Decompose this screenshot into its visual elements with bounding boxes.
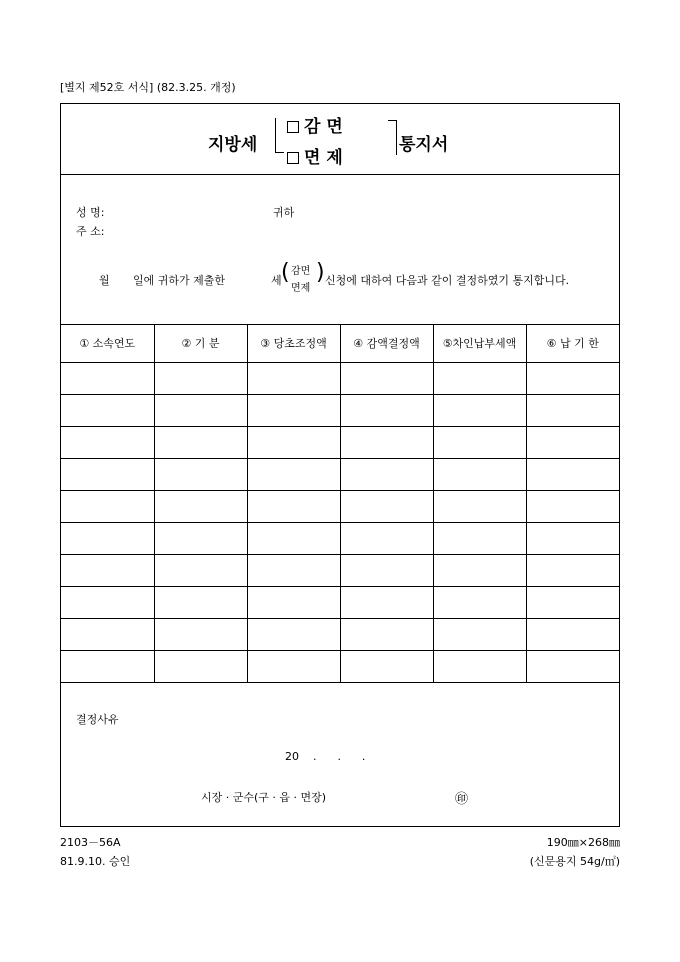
table-cell bbox=[247, 555, 340, 587]
table-cell bbox=[154, 619, 247, 651]
recipient-section bbox=[61, 174, 619, 325]
table-cell bbox=[433, 427, 526, 459]
table-cell bbox=[154, 651, 247, 683]
table-cell bbox=[247, 427, 340, 459]
table-cell bbox=[61, 459, 154, 491]
table-cell bbox=[154, 459, 247, 491]
table-cell bbox=[526, 523, 619, 555]
table-row bbox=[61, 555, 619, 587]
table-cell bbox=[340, 523, 433, 555]
statement-month: 월 bbox=[99, 274, 110, 287]
table-cell bbox=[340, 427, 433, 459]
title-prefix: 지방세 bbox=[208, 135, 258, 155]
paper-size: 190㎜×268㎜ bbox=[546, 836, 620, 849]
table-cell bbox=[340, 491, 433, 523]
table-cell bbox=[154, 555, 247, 587]
table-cell bbox=[154, 395, 247, 427]
table-cell bbox=[61, 555, 154, 587]
table-cell bbox=[154, 427, 247, 459]
right-paren: ) bbox=[316, 260, 325, 285]
table-cell bbox=[61, 427, 154, 459]
tax-table bbox=[61, 324, 619, 683]
table-cell bbox=[340, 619, 433, 651]
table-row bbox=[61, 459, 619, 491]
table-row bbox=[61, 523, 619, 555]
table-cell bbox=[526, 395, 619, 427]
table-cell bbox=[340, 459, 433, 491]
table-cell bbox=[526, 651, 619, 683]
signer-title: 시장 · 군수(구 · 읍 · 면장) bbox=[201, 791, 327, 804]
title-row bbox=[61, 104, 619, 175]
table-cell bbox=[340, 555, 433, 587]
statement-day-text: 일에 귀하가 제출한 bbox=[133, 274, 226, 287]
table-cell bbox=[247, 523, 340, 555]
table-cell bbox=[526, 587, 619, 619]
table-cell bbox=[247, 619, 340, 651]
table-row bbox=[61, 587, 619, 619]
form-header: [별지 제52호 서식] (82.3.25. 개정) bbox=[60, 81, 236, 94]
table-cell bbox=[247, 491, 340, 523]
table-cell bbox=[433, 587, 526, 619]
table-cell bbox=[154, 363, 247, 395]
table-cell bbox=[61, 619, 154, 651]
table-body bbox=[61, 363, 619, 683]
approval-date: 81.9.10. 승인 bbox=[60, 855, 131, 868]
table-cell bbox=[340, 363, 433, 395]
col-header-year: ① 소속연도 bbox=[61, 324, 154, 363]
table-cell bbox=[247, 651, 340, 683]
right-bracket bbox=[388, 120, 397, 155]
table-cell bbox=[61, 491, 154, 523]
table-cell bbox=[433, 523, 526, 555]
table-cell bbox=[526, 459, 619, 491]
table-row bbox=[61, 651, 619, 683]
table-cell bbox=[433, 491, 526, 523]
table-row bbox=[61, 395, 619, 427]
table-cell bbox=[61, 651, 154, 683]
table-row bbox=[61, 619, 619, 651]
table-cell bbox=[340, 651, 433, 683]
table-cell bbox=[433, 363, 526, 395]
col-header-reduction-amount: ④ 감액결정액 bbox=[340, 324, 433, 363]
col-header-original-amount: ③ 당초조정액 bbox=[247, 324, 340, 363]
left-paren: ( bbox=[281, 260, 290, 285]
table-cell bbox=[526, 427, 619, 459]
table-cell bbox=[340, 587, 433, 619]
table-cell bbox=[433, 395, 526, 427]
table-cell bbox=[433, 651, 526, 683]
honorific: 귀하 bbox=[273, 206, 295, 219]
date-line: 20 . . . bbox=[285, 750, 366, 763]
table-cell bbox=[247, 459, 340, 491]
table-cell bbox=[433, 555, 526, 587]
table-cell bbox=[526, 619, 619, 651]
col-header-due-date: ⑥ 납 기 한 bbox=[526, 324, 619, 363]
name-label: 성 명: bbox=[76, 206, 105, 219]
paper-type: (신문용지 54g/㎡) bbox=[529, 855, 620, 868]
table-cell bbox=[61, 395, 154, 427]
table-cell bbox=[526, 491, 619, 523]
checkbox-icon bbox=[287, 121, 299, 133]
col-header-net-payment: ⑤차인납부세액 bbox=[433, 324, 526, 363]
seal-mark: ㊞ bbox=[455, 792, 469, 807]
table-cell bbox=[433, 459, 526, 491]
table-cell bbox=[247, 587, 340, 619]
form-number: 2103－56A bbox=[60, 836, 121, 849]
address-label: 주 소: bbox=[76, 225, 105, 238]
table-row bbox=[61, 363, 619, 395]
table-cell bbox=[154, 491, 247, 523]
statement-rest: 신청에 대하여 다음과 같이 결정하였기 통지합니다. bbox=[325, 274, 570, 287]
left-bracket bbox=[275, 118, 284, 153]
statement-option-top: 감면 bbox=[291, 266, 311, 277]
table-cell bbox=[247, 395, 340, 427]
notice-form bbox=[60, 103, 620, 827]
col-header-period: ② 기 분 bbox=[154, 324, 247, 363]
table-cell bbox=[247, 363, 340, 395]
table-header-row bbox=[61, 324, 619, 363]
table-cell bbox=[526, 555, 619, 587]
table-cell bbox=[61, 523, 154, 555]
table-row bbox=[61, 427, 619, 459]
title-option-reduction: 감 면 bbox=[287, 112, 343, 137]
title-suffix: 통지서 bbox=[399, 135, 449, 155]
table-cell bbox=[154, 523, 247, 555]
statement-option-bottom: 면제 bbox=[291, 283, 311, 294]
table-cell bbox=[154, 587, 247, 619]
table-cell bbox=[526, 363, 619, 395]
statement-tax: 세 bbox=[271, 274, 282, 287]
title-option-exemption: 면 제 bbox=[287, 143, 343, 168]
table-cell bbox=[340, 395, 433, 427]
table-cell bbox=[61, 587, 154, 619]
table-cell bbox=[61, 363, 154, 395]
table-cell bbox=[433, 619, 526, 651]
table-row bbox=[61, 491, 619, 523]
checkbox-icon bbox=[287, 152, 299, 164]
reason-label: 결정사유 bbox=[76, 713, 119, 726]
